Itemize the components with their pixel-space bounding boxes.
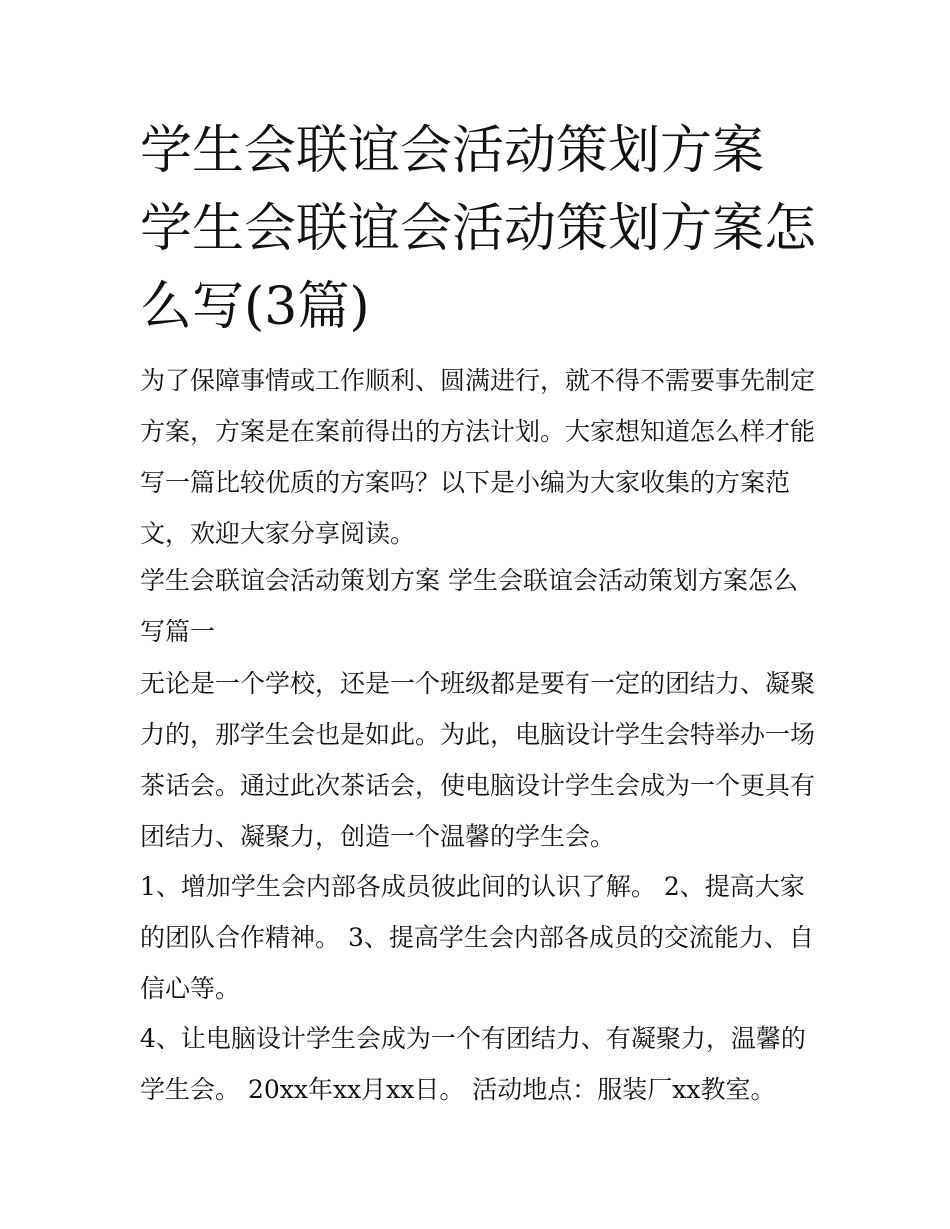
section-heading: 学生会联谊会活动策划方案 学生会联谊会活动策划方案怎么写篇一 <box>140 566 798 646</box>
objectives-paragraph: 1、增加学生会内部各成员彼此间的认识了解。 2、提高大家的团队合作精神。 3、提高学生会内部各成员的交流能力、自信心等。 <box>140 872 814 1003</box>
document-title: 学生会联谊会活动策划方案 学生会联谊会活动策划方案怎么写(3篇) <box>140 121 817 337</box>
details-paragraph: 4、让电脑设计学生会成为一个有团结力、有凝聚力，温馨的学生会。 20xx年xx月xx日。 活动地点：服装厂xx教室。 <box>140 1024 806 1104</box>
body-paragraph: 无论是一个学校，还是一个班级都是要有一定的团结力、凝聚力的，那学生会也是如此。为此，电脑设计学生会特举办一场茶话会。通过此次茶话会，使电脑设计学生会成为一个更具有团结力、凝聚力，创造一个温馨的学生会。 <box>140 669 816 851</box>
intro-paragraph: 为了保障事情或工作顺利、圆满进行，就不得不需要事先制定方案，方案是在案前得出的方法计划。大家想知道怎么样才能写一篇比较优质的方案吗？以下是小编为大家收集的方案范文，欢迎大家分享阅读。 <box>140 366 816 548</box>
